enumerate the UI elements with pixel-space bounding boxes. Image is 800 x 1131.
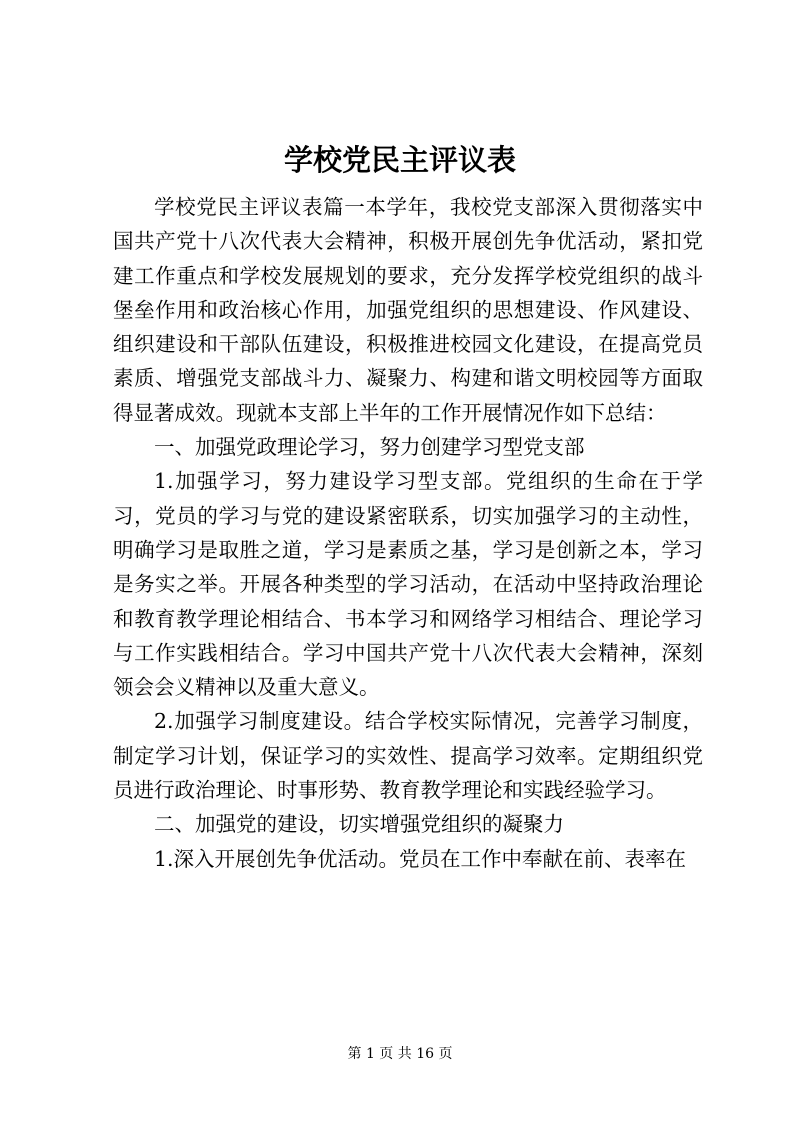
paragraph-intro: 学校党民主评议表篇一本学年，我校党支部深入贯彻落实中国共产党十八次代表大会精神，积极开展创先争优活动，紧扣党建工作重点和学校发展规划的要求，充分发挥学校党组织的战斗堡垒作用和政治核心作用，加强党组织的思想建设、作风建设、组织建设和干部队伍建设，积极推进校园文化建设，在提高党员素质、增强党支部战斗力、凝聚力、构建和谐文明校园等方面取得显著成效。现就本支部上半年的工作开展情况作如下总结：: [113, 195, 703, 425]
paragraph-1-2: 2.加强学习制度建设。结合学校实际情况，完善学习制度，制定学习计划，保证学习的实效性、提高学习效率。定期组织党员进行政治理论、时事形势、教育教学理论和实践经验学习。: [113, 709, 703, 803]
page-title: 学校党民主评议表: [283, 143, 516, 177]
section-heading-1: 一、加强党政理论学习，努力创建学习型党支部: [154, 435, 585, 460]
page-number-footer: 第 1 页 共 16 页: [347, 1046, 453, 1062]
paragraph-1-1: 1.加强学习，努力建设学习型支部。党组织的生命在于学习，党员的学习与党的建设紧密联系，切实加强学习的主动性，明确学习是取胜之道，学习是素质之基，学习是创新之本，学习是务实之举。开展各种类型的学习活动，在活动中坚持政治理论和教育教学理论相结合、书本学习和网络学习相结合、理论学习与工作实践相结合。学习中国共产党十八次代表大会精神，深刻领会会义精神以及重大意义。: [113, 469, 703, 700]
document-body: [113, 190, 703, 876]
section-heading-2: 二、加强党的建设，切实增强党组织的凝聚力: [154, 812, 564, 837]
paragraph-2-1: 1.深入开展创先争优活动。党员在工作中奉献在前、表率在: [154, 846, 687, 871]
